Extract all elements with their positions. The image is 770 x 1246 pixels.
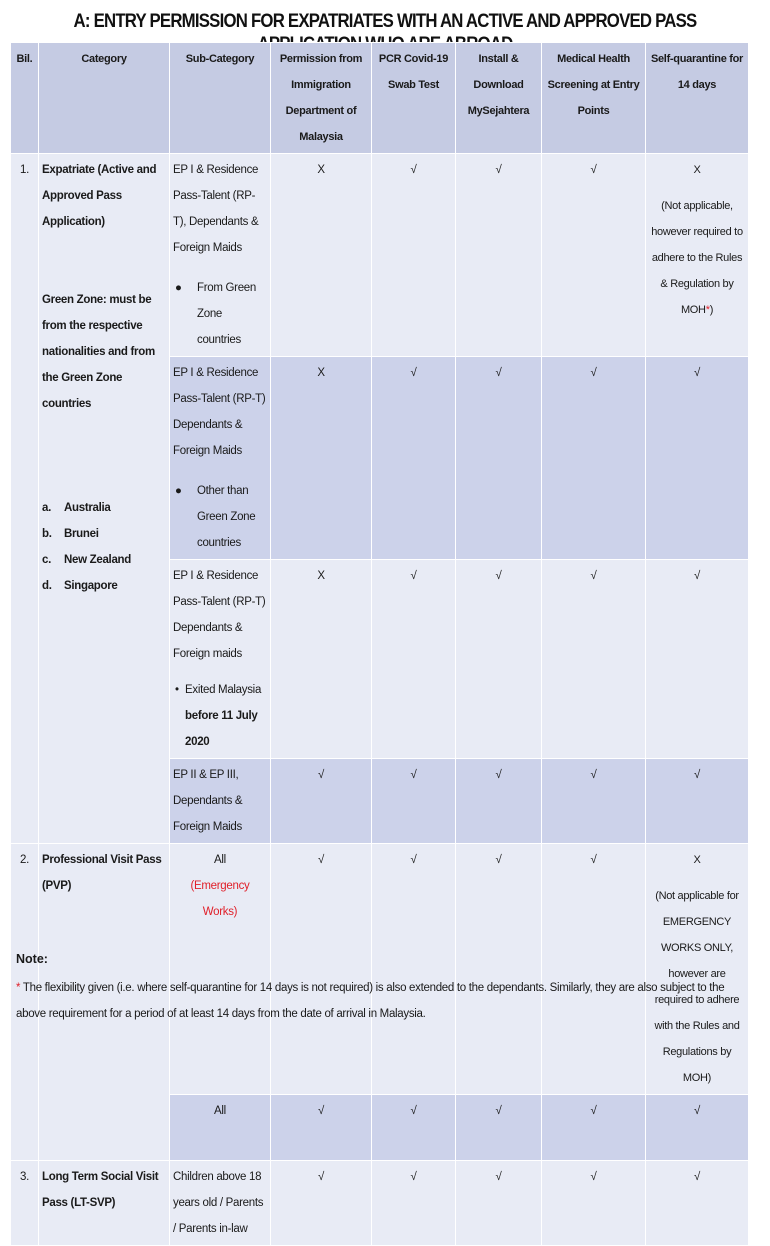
- page-title: A: ENTRY PERMISSION FOR EXPATRIATES WITH AN ACTIVE AND APPROVED PASS: [73, 10, 697, 32]
- header-subcategory: Sub-Category: [170, 43, 271, 154]
- country-item: a. Australia: [42, 502, 111, 514]
- row3-pcr: √: [372, 1161, 456, 1246]
- table-row: [11, 154, 749, 357]
- row1-sub4-pcr: √: [372, 759, 456, 844]
- country-item: c. New Zealand: [42, 554, 131, 566]
- row1-sub4-quarantine: √: [646, 759, 749, 844]
- row3-quarantine: √: [646, 1161, 749, 1246]
- row3-sub: Children above 18 years old / Parents / Parents in-law: [170, 1161, 271, 1246]
- row2-sub1: All (Emergency Works): [170, 844, 271, 1095]
- row1-sub1: EP I & Residence Pass-Talent (RP-T), Dependants & Foreign Maids ● From Green Zone countries: [170, 154, 271, 357]
- row1-sub2-permission: X: [271, 357, 372, 560]
- bullet-item: ● Other than Green Zone countries: [175, 485, 256, 549]
- row1-sub3-install: √: [456, 560, 542, 759]
- row1-sub2-quarantine: √: [646, 357, 749, 560]
- row1-sub4: EP II & EP III, Dependants & Foreign Maids: [170, 759, 271, 844]
- row1-sub2-medical: √: [542, 357, 646, 560]
- row1-sub1-pcr: √: [372, 154, 456, 357]
- header-bil: Bil.: [11, 43, 39, 154]
- row2-bil: 2.: [11, 844, 39, 1161]
- row1-sub2-pcr: √: [372, 357, 456, 560]
- row1-sub3-permission: X: [271, 560, 372, 759]
- quarantine-note: (Not applicable, however required to adhere to the Rules & Regulation by MOH*): [651, 200, 743, 316]
- row1-sub3: EP I & Residence Pass-Talent (RP-T) Dependants & Foreign maids • Exited Malaysia before 11 July 2020: [170, 560, 271, 759]
- row1-sub1-permission: X: [271, 154, 372, 357]
- table-row: [11, 1161, 749, 1246]
- header-pcr: PCR Covid-19 Swab Test: [372, 43, 456, 154]
- header-medical: Medical Health Screening at Entry Points: [542, 43, 646, 154]
- asterisk-mark: *: [705, 304, 710, 316]
- row3-bil: 3.: [11, 1161, 39, 1246]
- row2-sub1-medical: √: [542, 844, 646, 1095]
- row2-sub2-medical: √: [542, 1095, 646, 1161]
- row1-sub4-permission: √: [271, 759, 372, 844]
- row2-category: Professional Visit Pass (PVP): [39, 844, 170, 1161]
- row2-sub1-quarantine: X (Not applicable for EMERGENCY WORKS ONLY, however are required to adhere with the Rules and Regulations by MOH): [646, 844, 749, 1095]
- header-install: Install & Download MySejahtera: [456, 43, 542, 154]
- row1-category: [39, 154, 170, 844]
- bullet-item: • Exited Malaysia before 11 July 2020: [175, 684, 262, 748]
- header-quarantine: Self-quarantine for 14 days: [646, 43, 749, 154]
- row3-medical: √: [542, 1161, 646, 1246]
- row1-sub3-medical: √: [542, 560, 646, 759]
- row2-sub2-install: √: [456, 1095, 542, 1161]
- row2-sub2: All: [170, 1095, 271, 1161]
- table-row: [11, 844, 749, 1095]
- row2-sub1-install: √: [456, 844, 542, 1095]
- row1-sub2-install: √: [456, 357, 542, 560]
- country-item: b. Brunei: [42, 528, 99, 540]
- row2-sub1-pcr: √: [372, 844, 456, 1095]
- green-zone-label: Green Zone: must be from the respective nationalities and from the Green Zone countries: [42, 294, 155, 410]
- header-permission: Permission from Immigration Department of Malaysia: [271, 43, 372, 154]
- asterisk-mark: *: [16, 982, 21, 994]
- row1-sub1-install: √: [456, 154, 542, 357]
- row1-bil: 1.: [11, 154, 39, 844]
- bullet-item: ● From Green Zone countries: [175, 282, 256, 346]
- header-category: Category: [39, 43, 170, 154]
- country-item: d. Singapore: [42, 580, 118, 592]
- note-text: * The flexibility given (i.e. where self-quarantine for 14 days is not required) is also extended to the dependants. Similarly, they are also subject to the above requirement for a period of at least 14 days from the date of arrival in Malaysia.: [16, 982, 725, 1020]
- quarantine-note: (Not applicable for EMERGENCY WORKS ONLY, however are required to adhere with the Rules and Regulations by MOH): [654, 890, 740, 1084]
- emergency-works-label: (Emergency Works): [190, 880, 250, 918]
- row2-sub2-quarantine: √: [646, 1095, 749, 1161]
- header-row: [11, 43, 749, 154]
- row1-sub2: EP I & Residence Pass-Talent (RP-T) Dependants & Foreign Maids ● Other than Green Zone countries: [170, 357, 271, 560]
- row1-sub1-quarantine: X (Not applicable, however required to adhere to the Rules & Regulation by MOH*): [646, 154, 749, 357]
- row2-sub2-permission: √: [271, 1095, 372, 1161]
- note-label: Note:: [16, 952, 48, 966]
- row3-category: Long Term Social Visit Pass (LT-SVP): [39, 1161, 170, 1246]
- row1-sub3-quarantine: √: [646, 560, 749, 759]
- row3-install: √: [456, 1161, 542, 1246]
- row1-sub1-medical: √: [542, 154, 646, 357]
- entry-permission-table: [10, 42, 749, 1246]
- row1-sub3-pcr: √: [372, 560, 456, 759]
- row1-sub4-medical: √: [542, 759, 646, 844]
- row1-sub4-install: √: [456, 759, 542, 844]
- row3-permission: √: [271, 1161, 372, 1246]
- row2-sub1-permission: √: [271, 844, 372, 1095]
- row1-category-title: Expatriate (Active and Approved Pass Application): [42, 164, 157, 228]
- row2-sub2-pcr: √: [372, 1095, 456, 1161]
